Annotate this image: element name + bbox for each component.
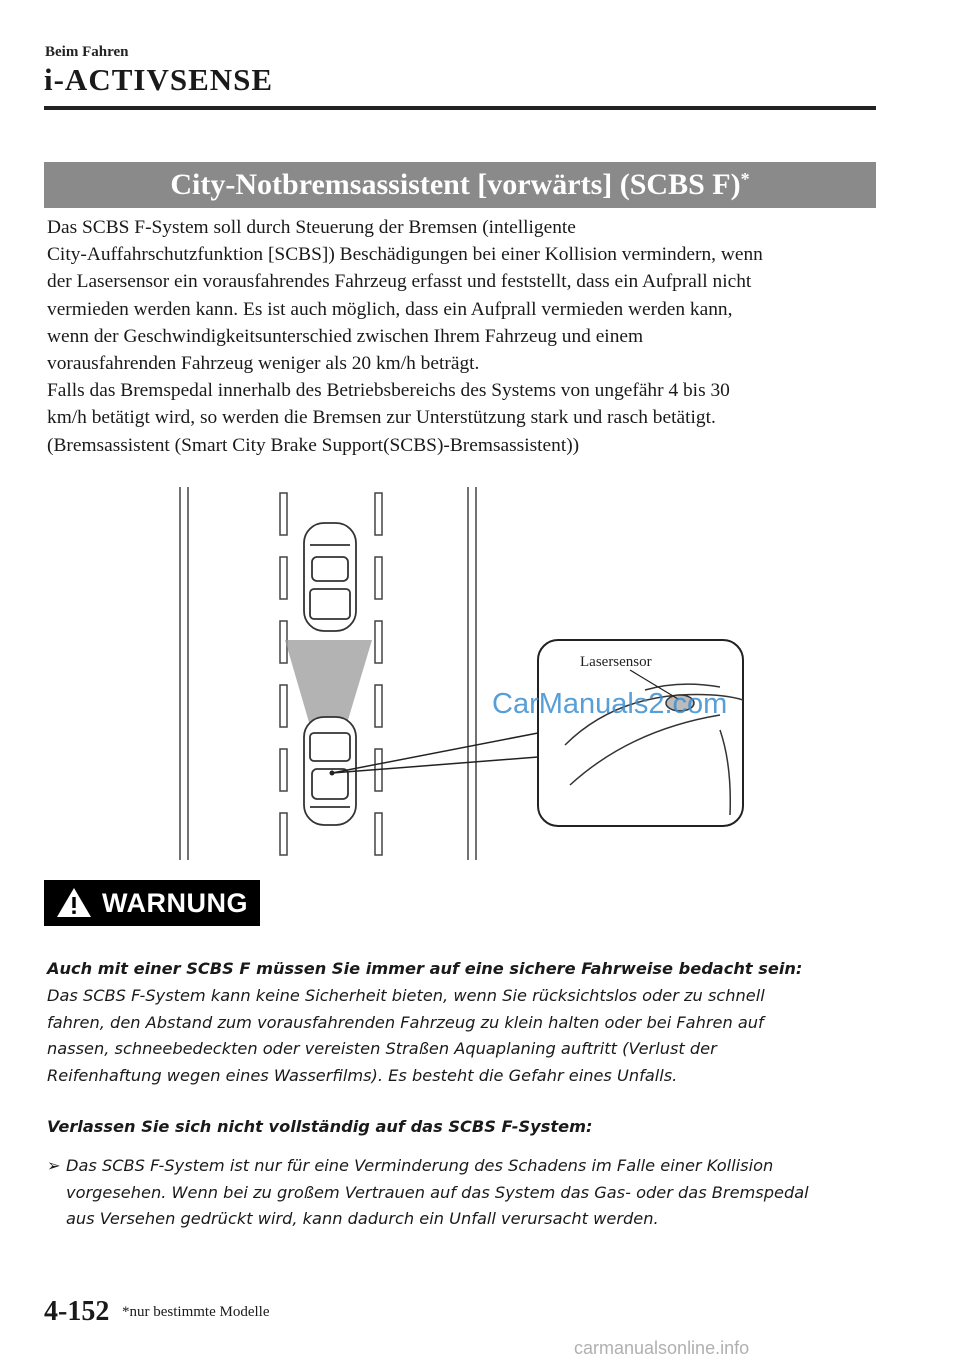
warning-badge [44,880,260,926]
intro-line: vermieden werden kann. Es ist auch möglich, dass ein Aufprall vermieden werden kann, [47,298,733,320]
road-edge-left [180,487,188,860]
footnote: *nur bestimmte Modelle [122,1304,270,1320]
detail-pointer [332,733,538,773]
warning-label: WARNUNG [102,887,248,918]
intro-line: Falls das Bremspedal innerhalb des Betriebsbereichs des Systems von ungefähr 4 bis 30 [47,380,730,402]
intro-line: km/h betätigt wird, so werden die Bremsen zur Unterstützung stark und rasch betätigt. [47,407,716,429]
sensor-position-marker [330,771,335,776]
bullet-line: aus Versehen gedrückt wird, kann dadurch ein Unfall verursacht werden. [66,1209,659,1228]
intro-text [47,214,877,459]
road-edge-right [468,487,476,860]
warning-bullet [47,1153,877,1233]
warning-heading: Auch mit einer SCBS F müssen Sie immer auf eine sichere Fahrweise bedacht sein: [47,959,803,978]
warning-heading: Verlassen Sie sich nicht vollständig auf das SCBS F-System: [47,1117,593,1136]
warning-line: Reifenhaftung wegen eines Wasserfilms). Es besteht die Gefahr eines Unfalls. [47,1065,678,1085]
warning-line: Das SCBS F-System kann keine Sicherheit bieten, wenn Sie rücksichtslos oder zu schnell [47,986,765,1005]
intro-line: wenn der Geschwindigkeitsunterschied zwischen Ihrem Fahrzeug und einem [47,325,644,347]
warning-body [47,983,877,1089]
bullet-arrow-icon: ➢ [47,1156,61,1175]
intro-line: vorausfahrenden Fahrzeug weniger als 20 km/h beträgt. [47,353,480,375]
sensor-label: Lasersensor [580,654,652,670]
warning-icon [54,883,94,923]
chapter-title: i-ACTIVSENSE [44,62,274,97]
footnote-marker: * [740,169,750,189]
section-title-bar [44,162,876,208]
intro-line: City-Auffahrschutzfunktion [SCBS]) Beschädigungen bei einer Kollision vermindern, wenn [47,244,763,266]
header-divider [44,106,876,110]
warning-line: fahren, den Abstand zum vorausfahrenden Fahrzeug zu klein halten oder bei Fahren auf [47,1012,764,1032]
footer-watermark: carmanualsonline.info [574,1338,750,1358]
intro-line: der Lasersensor ein vorausfahrendes Fahrzeug erfasst und feststellt, dass ein Aufprall nicht [47,271,752,293]
section-label: Beim Fahren [45,44,129,60]
scbs-illustration [160,485,760,860]
intro-line: Das SCBS F-System soll durch Steuerung der Bremsen (intelligente [47,217,576,238]
vehicle-ahead [304,523,356,631]
warning-line: nassen, schneebedeckten oder vereisten Straßen Aquaplaning auftritt (Verlust der [47,1039,717,1058]
watermark: CarManuals2.com [492,688,728,720]
page-number: 4-152 [44,1296,110,1327]
bullet-line: vorgesehen. Wenn bei zu großem Vertrauen auf das System das Gas- oder das Bremspedal [66,1182,809,1202]
section-title: City-Notbremsassistent [vorwärts] (SCBS F) [170,168,741,201]
intro-line: (Bremsassistent (Smart City Brake Support(SCBS)-Bremsassistent)) [47,434,580,456]
bullet-line: Das SCBS F-System ist nur für eine Verminderung des Schadens im Falle einer Kollision [66,1156,774,1175]
